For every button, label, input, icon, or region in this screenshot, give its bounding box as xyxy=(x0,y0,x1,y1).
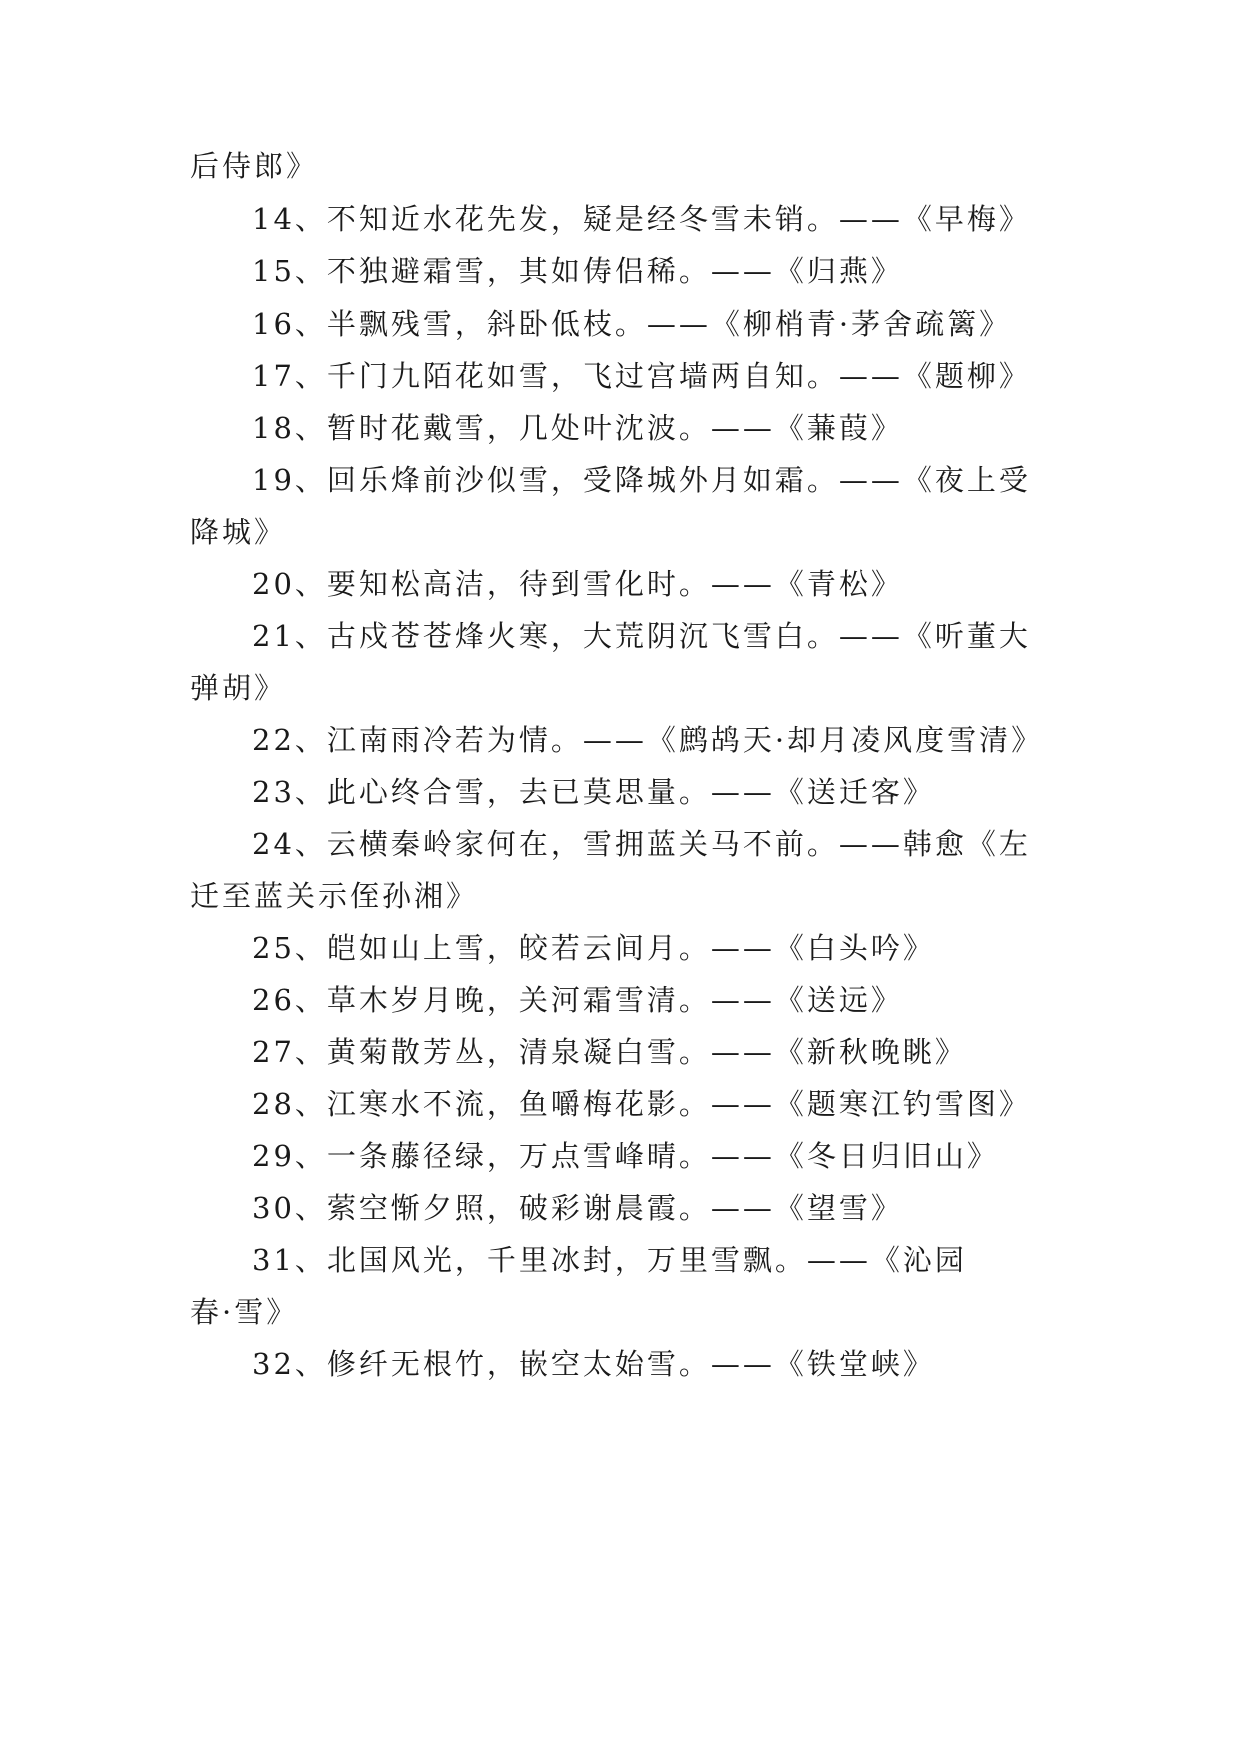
text-line: 16、半飘残雪，斜卧低枝。——《柳梢青·茅舍疏篱》 xyxy=(252,307,1012,341)
text-line: 23、此心终合雪，去已莫思量。——《送迁客》 xyxy=(252,775,935,809)
text-line: 15、不独避霜雪，其如俦侣稀。——《归燕》 xyxy=(252,254,903,288)
text-line: 27、黄菊散芳丛，清泉凝白雪。——《新秋晚眺》 xyxy=(252,1035,967,1069)
text-line: 14、不知近水花先发，疑是经冬雪未销。——《早梅》 xyxy=(252,202,1031,236)
text-line: 20、要知松高洁，待到雪化时。——《青松》 xyxy=(252,567,903,601)
text-line: 28、江寒水不流，鱼嚼梅花影。——《题寒江钓雪图》 xyxy=(252,1087,1031,1121)
text-line: 32、修纤无根竹，嵌空太始雪。——《铁堂峡》 xyxy=(252,1347,935,1381)
text-line: 18、暂时花戴雪，几处叶沈波。——《蒹葭》 xyxy=(252,411,903,445)
text-line: 30、萦空惭夕照，破彩谢晨霞。——《望雪》 xyxy=(252,1191,903,1225)
text-line: 22、江南雨冷若为情。——《鹧鸪天·却月凌风度雪清》 xyxy=(252,723,1044,757)
text-line: 31、北国风光，千里冰封，万里雪飘。——《沁园 xyxy=(252,1243,967,1277)
text-line: 25、皑如山上雪，皎若云间月。——《白头吟》 xyxy=(252,931,935,965)
text-line: 24、云横秦岭家何在，雪拥蓝关马不前。——韩愈《左 xyxy=(252,827,1031,861)
text-line: 春·雪》 xyxy=(190,1295,299,1329)
text-line: 21、古戍苍苍烽火寒，大荒阴沉飞雪白。——《听董大 xyxy=(252,619,1031,653)
text-line: 26、草木岁月晚，关河霜雪清。——《送远》 xyxy=(252,983,903,1017)
text-line: 弹胡》 xyxy=(190,671,287,705)
text-line: 后侍郎》 xyxy=(190,149,319,183)
text-line: 19、回乐烽前沙似雪，受降城外月如霜。——《夜上受 xyxy=(252,463,1031,497)
text-line: 降城》 xyxy=(190,515,287,549)
text-line: 迁至蓝关示侄孙湘》 xyxy=(190,879,479,913)
text-line: 17、千门九陌花如雪，飞过宫墙两自知。——《题柳》 xyxy=(252,359,1031,393)
text-line: 29、一条藤径绿，万点雪峰晴。——《冬日归旧山》 xyxy=(252,1139,999,1173)
